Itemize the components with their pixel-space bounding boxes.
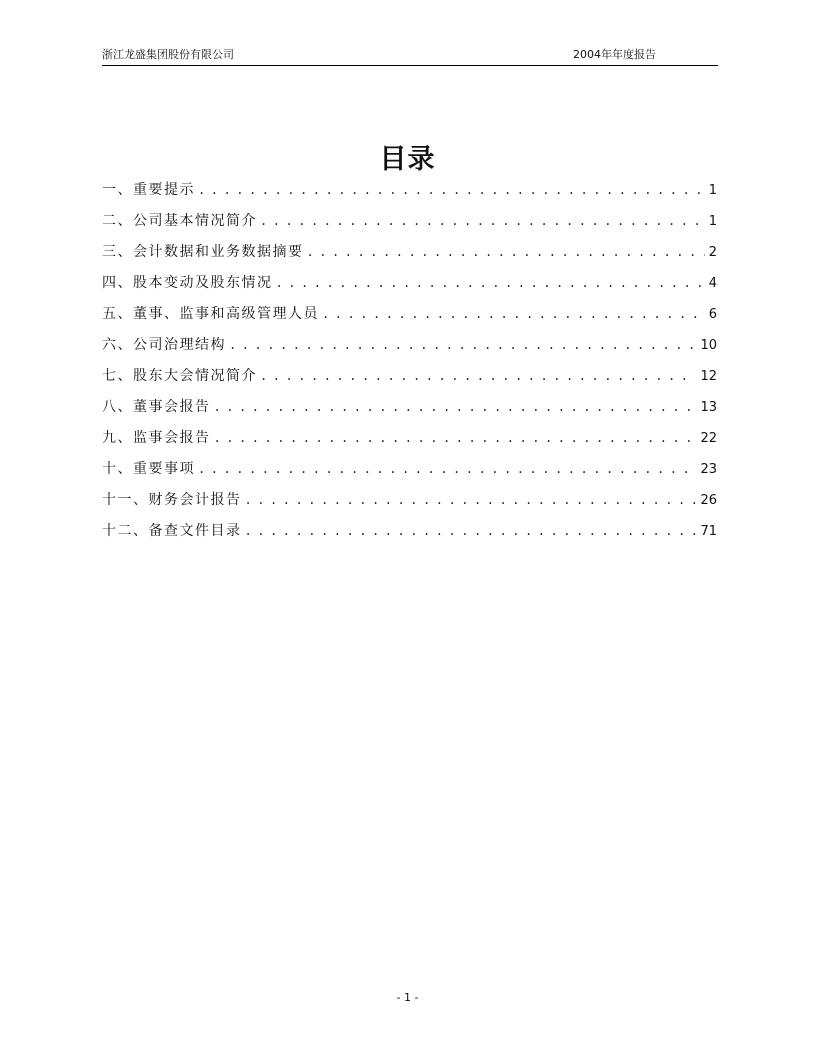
toc-entry-page: 71 (700, 524, 717, 539)
toc-dot-leader (214, 427, 697, 449)
header-report-title: 2004年年度报告 (573, 48, 656, 61)
toc-entry (102, 427, 717, 458)
toc-entry-label: 二、公司基本情况简介 (102, 213, 257, 229)
toc-dot-leader (198, 458, 696, 480)
toc-entry-page: 12 (700, 369, 717, 384)
toc-entry (102, 365, 717, 396)
toc-entry-label: 五、董事、监事和高级管理人员 (102, 306, 319, 322)
toc-entry-page: 6 (708, 307, 717, 322)
toc-dot-leader (276, 272, 705, 294)
toc-entry-page: 26 (700, 493, 717, 508)
toc-dot-leader (245, 520, 697, 542)
toc-list (102, 179, 717, 551)
toc-entry-label: 七、股东大会情况简介 (102, 368, 257, 384)
toc-entry-page: 1 (708, 214, 717, 229)
header-company-name: 浙江龙盛集团股份有限公司 (102, 48, 234, 61)
toc-entry-page: 1 (708, 183, 717, 198)
toc-entry (102, 520, 717, 551)
toc-dot-leader (307, 241, 705, 263)
toc-entry-label: 十二、备查文件目录 (102, 523, 242, 539)
toc-entry (102, 241, 717, 272)
toc-entry (102, 334, 717, 365)
toc-entry-label: 九、监事会报告 (102, 430, 211, 446)
toc-dot-leader (322, 303, 705, 325)
toc-entry (102, 210, 717, 241)
toc-entry (102, 272, 717, 303)
toc-dot-leader (229, 334, 696, 356)
toc-dot-leader (245, 489, 697, 511)
toc-entry (102, 489, 717, 520)
toc-entry-label: 十一、财务会计报告 (102, 492, 242, 508)
toc-entry-page: 4 (708, 276, 717, 291)
toc-dot-leader (260, 365, 696, 387)
toc-entry-label: 十、重要事项 (102, 461, 195, 477)
toc-entry-page: 22 (700, 431, 717, 446)
toc-title: 目录 (379, 144, 436, 175)
toc-entry-label: 四、股本变动及股东情况 (102, 275, 273, 291)
toc-entry-label: 三、会计数据和业务数据摘要 (102, 244, 304, 260)
toc-entry (102, 179, 717, 210)
toc-entry-label: 一、重要提示 (102, 182, 195, 198)
running-header (102, 48, 718, 66)
toc-entry-page: 10 (700, 338, 717, 353)
toc-entry (102, 303, 717, 334)
toc-entry (102, 396, 717, 427)
toc-entry-page: 13 (700, 400, 717, 415)
page-number: - 1 - (396, 991, 419, 1004)
toc-dot-leader (198, 179, 705, 201)
toc-entry-page: 23 (700, 462, 717, 477)
toc-dot-leader (214, 396, 697, 418)
toc-entry-page: 2 (708, 245, 717, 260)
toc-entry-label: 六、公司治理结构 (102, 337, 226, 353)
toc-entry (102, 458, 717, 489)
toc-entry-label: 八、董事会报告 (102, 399, 211, 415)
toc-dot-leader (260, 210, 705, 232)
